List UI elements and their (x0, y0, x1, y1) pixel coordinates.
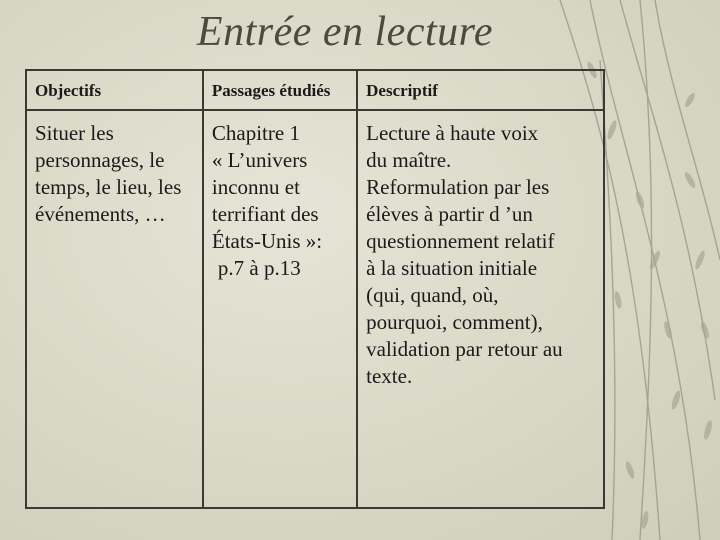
text-line: texte. (366, 364, 413, 388)
text-line: personnages, le (35, 148, 165, 172)
text-line: « L’univers (211, 148, 308, 172)
text-line: à la situation initiale (366, 256, 538, 280)
text-line: élèves à partir d ’un (366, 202, 533, 226)
cell-objectifs (26, 110, 203, 508)
table-header-row (26, 70, 604, 110)
text-line: événements, … (35, 202, 166, 226)
lesson-table (25, 69, 605, 509)
page-reference: p.7 à p.13 (217, 256, 301, 280)
text-line: pourquoi, comment), (366, 310, 543, 334)
slide-title: Entrée en lecture (196, 9, 494, 55)
text-line: terrifiant des (211, 202, 319, 226)
text-line: (qui, quand, où, (366, 283, 499, 307)
text-line: États-Unis »: (211, 229, 323, 253)
cell-descriptif (357, 110, 604, 508)
text-line: Chapitre 1 (211, 121, 300, 145)
text-line: inconnu et (211, 175, 300, 199)
text-line: validation par retour au (366, 337, 563, 361)
text-line: Reformulation par les (366, 175, 550, 199)
text-line: Lecture à haute voix (366, 121, 539, 145)
cell-passages (203, 110, 357, 508)
text-line: temps, le lieu, les (35, 175, 182, 199)
header-descriptif: Descriptif (357, 70, 604, 110)
text-line: Situer les (35, 121, 114, 145)
table-row (26, 110, 604, 508)
text-line: du maître. (366, 148, 452, 172)
text-line: questionnement relatif (366, 229, 555, 253)
header-passages: Passages étudiés (203, 70, 357, 110)
header-objectifs: Objectifs (26, 70, 203, 110)
